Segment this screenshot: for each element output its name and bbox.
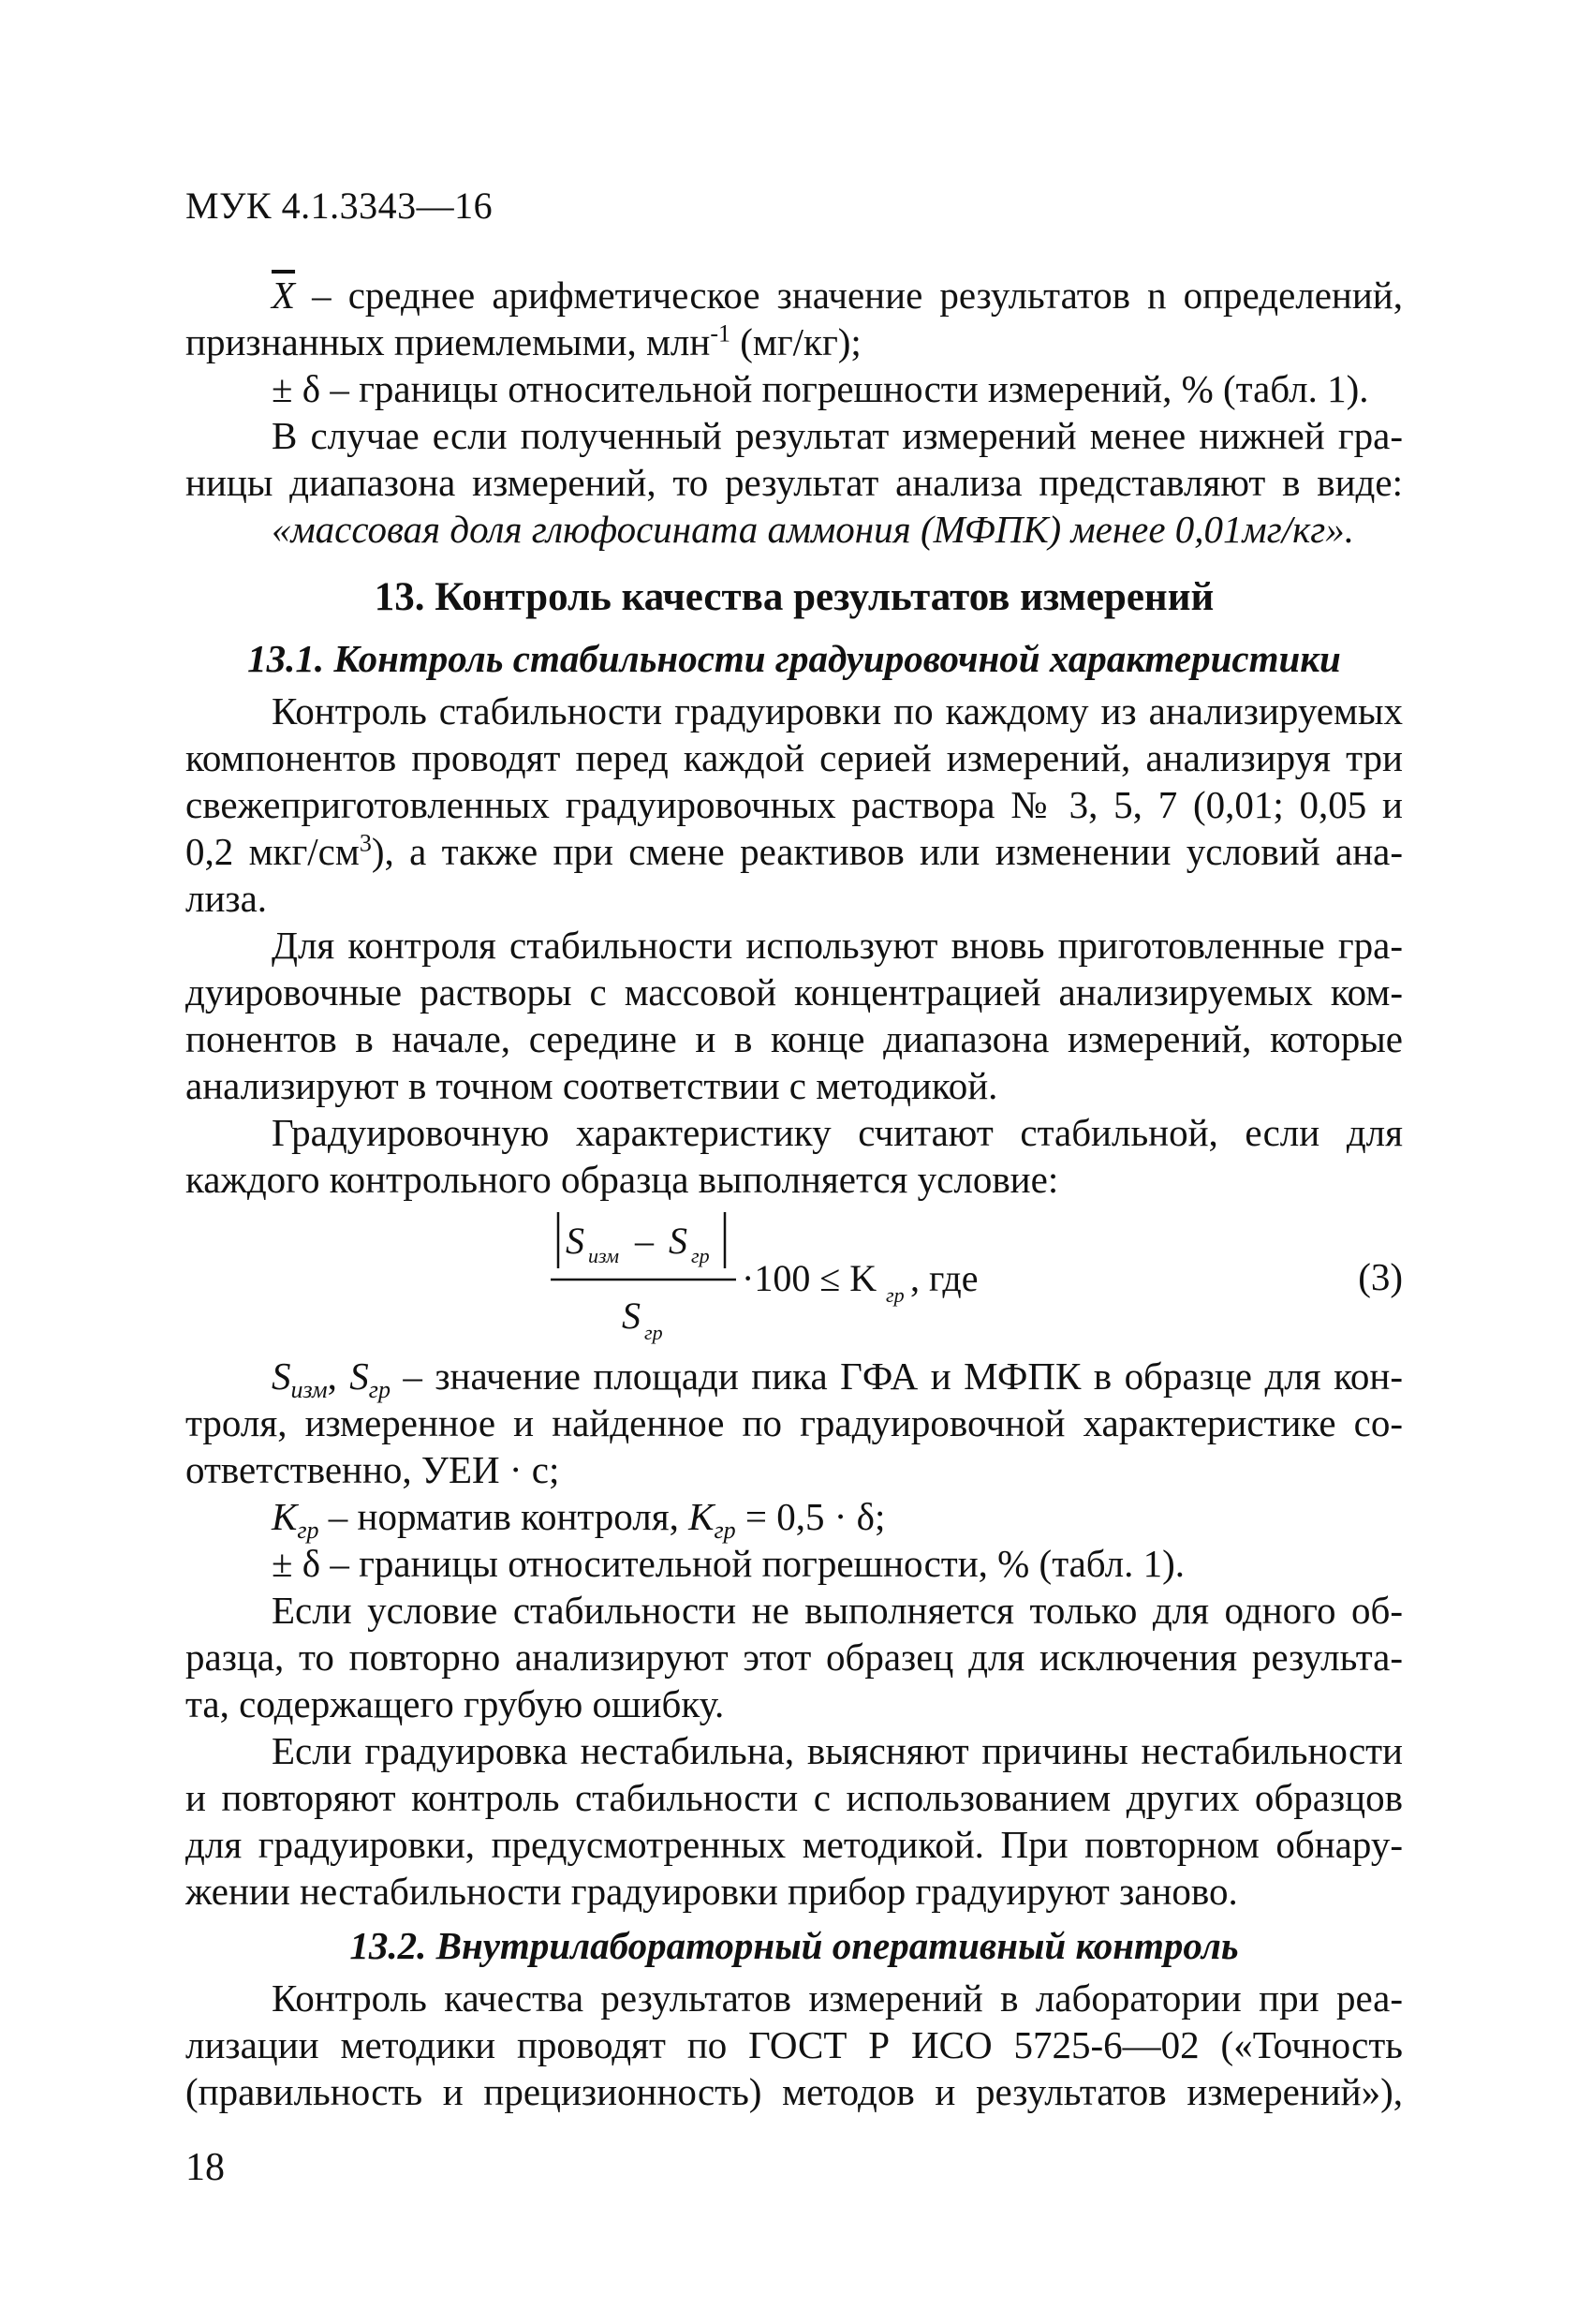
s131-p1-line1: Контроль стабильности градуировки по каждому из анализируемых (272, 689, 1403, 733)
formula-sub-gr-den: гр (644, 1321, 663, 1344)
xbar-symbol: $\overline{X}$ (272, 274, 296, 317)
where-k-sym: K (272, 1495, 298, 1538)
formula-s-gr-num: S (669, 1220, 687, 1262)
running-header: МУК 4.1.3343—16 (185, 185, 494, 227)
formula-where: , где (910, 1257, 979, 1299)
formula-sub-gr-k: гр (886, 1283, 905, 1307)
s131-p5-line3: для градуировки, предусмотренных методикой. При повторном обнару- (185, 1823, 1403, 1866)
s131-p1-line4-sup: 3 (359, 829, 372, 857)
where-k-text-b: = 0,5 · δ; (735, 1495, 886, 1538)
formula-s-gr-den: S (622, 1295, 641, 1337)
xbar-line2-sup: -1 (710, 319, 730, 348)
s131-p5-line4: жении нестабильности градуировки прибор градуируют заново. (185, 1870, 1238, 1913)
where-s-izm-sub: изм (290, 1376, 328, 1404)
formula-number: (3) (1358, 1255, 1403, 1298)
formula-minus: – (635, 1220, 654, 1262)
xbar-text-line1: – среднее арифметическое значение результатов n определений, (295, 274, 1403, 317)
xbar-line2-unit: (мг/кг); (730, 320, 862, 363)
where-s-text: – значение площади пика ГФА и МФПК в образце для кон- (390, 1354, 1403, 1398)
where-s-gr-sym: S (349, 1354, 369, 1398)
s131-p1-line4 (185, 828, 1403, 875)
s131-p1-line3: свежеприготовленных градуировочных раствора № 3, 5, 7 (0,01; 0,05 и (185, 783, 1403, 826)
definition-xbar-line2 (185, 318, 1403, 365)
s132-p1-line3: (правильность и прецизионность) методов и результатов измерений»), (185, 2070, 1403, 2113)
where-s-line3: ответственно, УЕИ · с; (185, 1448, 560, 1491)
where-k-line (185, 1493, 1403, 1545)
where-delta-line: ± δ – границы относительной погрешности, % (табл. 1). (272, 1542, 1186, 1585)
s131-p2-line1: Для контроля стабильности используют вновь приготовленные гра- (272, 924, 1403, 967)
subsection-13-2-title: 13.2. Внутрилабораторный оперативный контроль (349, 1924, 1239, 1967)
formula-sub-izm: изм (588, 1244, 620, 1267)
s131-p5-line1: Если градуировка нестабильна, выясняют причины нестабильности (272, 1729, 1403, 1772)
s131-p1-line4-b: ), а также при смене реактивов или изменении условий ана- (371, 830, 1403, 873)
s131-p2-line2: дуировочные растворы с массовой концентрацией анализируемых ком- (185, 970, 1403, 1014)
xbar-line2-text: признанных приемлемыми, млн (185, 320, 711, 363)
s132-p1-line2: лизации методики проводят по ГОСТ Р ИСО 5725-6—02 («Точность (185, 2023, 1403, 2066)
s131-p3-line2: каждого контрольного образца выполняется условие: (185, 1158, 1059, 1201)
subsection-13-1-title: 13.1. Контроль стабильности градуировочной характеристики (247, 637, 1341, 680)
page-number: 18 (185, 2146, 225, 2189)
formula-3-graphic (551, 1206, 1225, 1347)
s131-p1-line2: компонентов проводят перед каждой серией измерений, анализируя три (185, 736, 1403, 779)
section-13-title: 13. Контроль качества результатов измерений (374, 575, 1215, 619)
formula-sub-gr-num: гр (691, 1244, 710, 1267)
s131-p4-line3: та, содержащего грубую ошибку. (185, 1682, 725, 1725)
where-s-line2: троля, измеренное и найденное по градуировочной характеристике со- (185, 1401, 1403, 1444)
s131-p2-line3: понентов в начале, середине и в конце диапазона измерений, которые (185, 1017, 1403, 1060)
below-range-line2: ницы диапазона измерений, то результат анализа представляют в виде: (185, 461, 1403, 504)
where-s-izm-sym: S (272, 1354, 291, 1398)
formula-s-izm: S (566, 1220, 584, 1262)
s131-p2-line4: анализируют в точном соответствии с методикой. (185, 1064, 998, 1107)
where-k-sub-2: гр (714, 1517, 736, 1545)
s131-p3-line1: Градуировочную характеристику считают стабильной, если для (272, 1111, 1403, 1154)
where-s-sep: , (327, 1354, 350, 1398)
formula-3 (185, 1206, 1403, 1347)
below-range-line1: В случае если полученный результат измерений менее нижней гра- (272, 414, 1403, 457)
where-k-text-a: – норматив контроля, (318, 1495, 689, 1538)
below-range-quote: «массовая доля глюфосината аммония (МФПК) менее 0,01мг/кг». (272, 508, 1355, 551)
definition-delta: ± δ – границы относительной погрешности измерений, % (табл. 1). (272, 367, 1369, 410)
s132-p1-line1: Контроль качества результатов измерений в лаборатории при реа- (272, 1976, 1403, 2020)
s131-p4-line2: разца, то повторно анализируют этот образец для исключения результа- (185, 1636, 1403, 1679)
page-body (185, 272, 1403, 2115)
where-k-sym-2: K (688, 1495, 715, 1538)
s131-p1-line5: лиза. (185, 877, 268, 920)
s131-p4-line1: Если условие стабильности не выполняется только для одного об- (272, 1589, 1403, 1632)
s131-p1-line4-a: 0,2 мкг/см (185, 830, 360, 873)
where-k-sub: гр (297, 1517, 319, 1545)
definition-xbar (185, 272, 1403, 318)
formula-times-100: ·100 ≤ K (742, 1257, 877, 1299)
s131-p5-line2: и повторяют контроль стабильности с использованием других образцов (185, 1776, 1403, 1819)
where-s-line1 (185, 1353, 1403, 1404)
where-s-gr-sub: гр (368, 1376, 391, 1404)
